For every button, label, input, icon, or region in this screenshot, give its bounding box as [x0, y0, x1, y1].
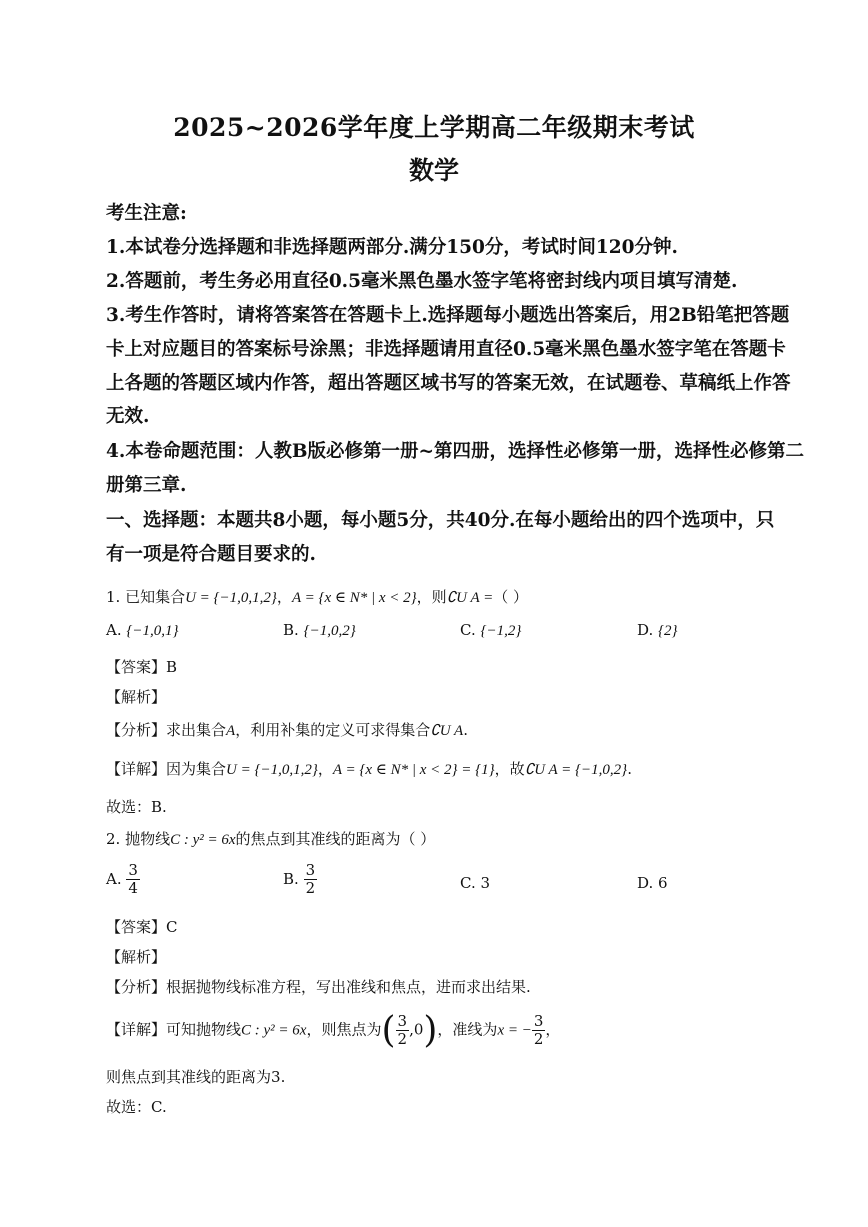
notice-line-5: 上各题的答题区域内作答，超出答题区域书写的答案无效，在试题卷、草稿纸上作答: [106, 373, 791, 394]
notice-heading: 考生注意:: [106, 203, 187, 224]
q1-set-a: A = {x ∈ N* | x < 2}: [291, 590, 417, 606]
notice-line-1: 1.本试卷分选择题和非选择题两部分.满分150分，考试时间120分钟.: [106, 237, 678, 258]
q1-set-u: U = {−1,0,1,2}: [185, 590, 277, 606]
q1-conclusion: 故选：B.: [106, 798, 167, 816]
q2-directrix-fraction: $\frac{3}{2}$: [533, 1011, 544, 1048]
q1-option-b: B. {−1,0,2}: [283, 621, 356, 639]
q1-sep: ，: [276, 588, 292, 606]
notice-line-3: 3.考生作答时，请将答案答在答题卡上.选择题每小题选出答案后，用2B铅笔把答题: [106, 305, 790, 326]
q2-stem: 2. 抛物线C : y² = 6x的焦点到其准线的距离为（ ）: [106, 830, 436, 848]
q2-analysis-tag: 【解析】: [106, 948, 167, 966]
notice-line-4: 卡上对应题目的答案标号涂黑；非选择题请用直径0.5毫米黑色墨水签字笔在答题卡: [106, 339, 786, 360]
q2-fenxi: 【分析】根据抛物线标准方程，写出准线和焦点，进而求出结果.: [106, 978, 531, 996]
q1-option-c: C. {−1,2}: [460, 621, 522, 639]
q2-option-b: B. $\frac{3}{2}$: [283, 861, 316, 898]
exam-title: 2025~2026学年度上学期高二年级期末考试: [173, 113, 695, 142]
q1-ask: ∁U A =: [446, 590, 494, 606]
section-heading-line-1: 一、选择题：本题共8小题，每小题5分，共40分.在每小题给出的四个选项中，只: [106, 510, 775, 531]
notice-line-7: 4.本卷命题范围：人教B版必修第一册~第四册，选择性必修第一册，选择性必修第二: [106, 441, 804, 462]
q1-option-a: A. {−1,0,1}: [106, 621, 179, 639]
q1-paren: （ ）: [493, 588, 529, 606]
notice-line-6: 无效.: [106, 406, 150, 427]
q2-focus-fraction: $\frac{3}{2}$: [397, 1011, 408, 1048]
q1-then: ，则: [416, 588, 447, 606]
q2-option-a-fraction: $\frac{3}{4}$: [128, 861, 138, 898]
notice-line-2: 2.答题前，考生务必用直径0.5毫米黑色墨水签字笔将密封线内项目填写清楚.: [106, 271, 738, 292]
q1-stem: [106, 586, 774, 607]
notice-line-8: 册第三章.: [106, 475, 187, 496]
q2-option-c: C. 3: [460, 874, 491, 892]
q2-option-a: A. $\frac{3}{4}$: [106, 861, 138, 898]
exam-subject: 数学: [408, 156, 459, 185]
section-heading-line-2: 有一项是符合题目要求的.: [106, 544, 316, 565]
q1-answer: 【答案】B: [106, 658, 178, 676]
q2-answer: 【答案】C: [106, 918, 178, 936]
q2-conclusion: 故选：C.: [106, 1098, 167, 1116]
q1-prefix: 1. 已知集合: [106, 588, 186, 606]
q1-option-d: D. {2}: [637, 621, 678, 639]
q2-option-b-fraction: $\frac{3}{2}$: [305, 861, 316, 898]
q1-fenxi: 【分析】求出集合A，利用补集的定义可求得集合∁U A.: [106, 721, 469, 739]
q2-distance: 则焦点到其准线的距离为3.: [106, 1068, 286, 1086]
q1-detail: 【详解】因为集合U = {−1,0,1,2}，A = {x ∈ N* | x < 2} = {1}，故∁U A = {−1,0,2}.: [106, 760, 632, 778]
q2-option-d: D. 6: [637, 874, 668, 892]
q1-analysis-tag: 【解析】: [106, 688, 167, 706]
q2-detail: 【详解】可知抛物线C : y² = 6x，则焦点为( $\frac{3}{2}$ ,0)，准线为x = − $\frac{3}{2}$ ，: [106, 1010, 561, 1051]
